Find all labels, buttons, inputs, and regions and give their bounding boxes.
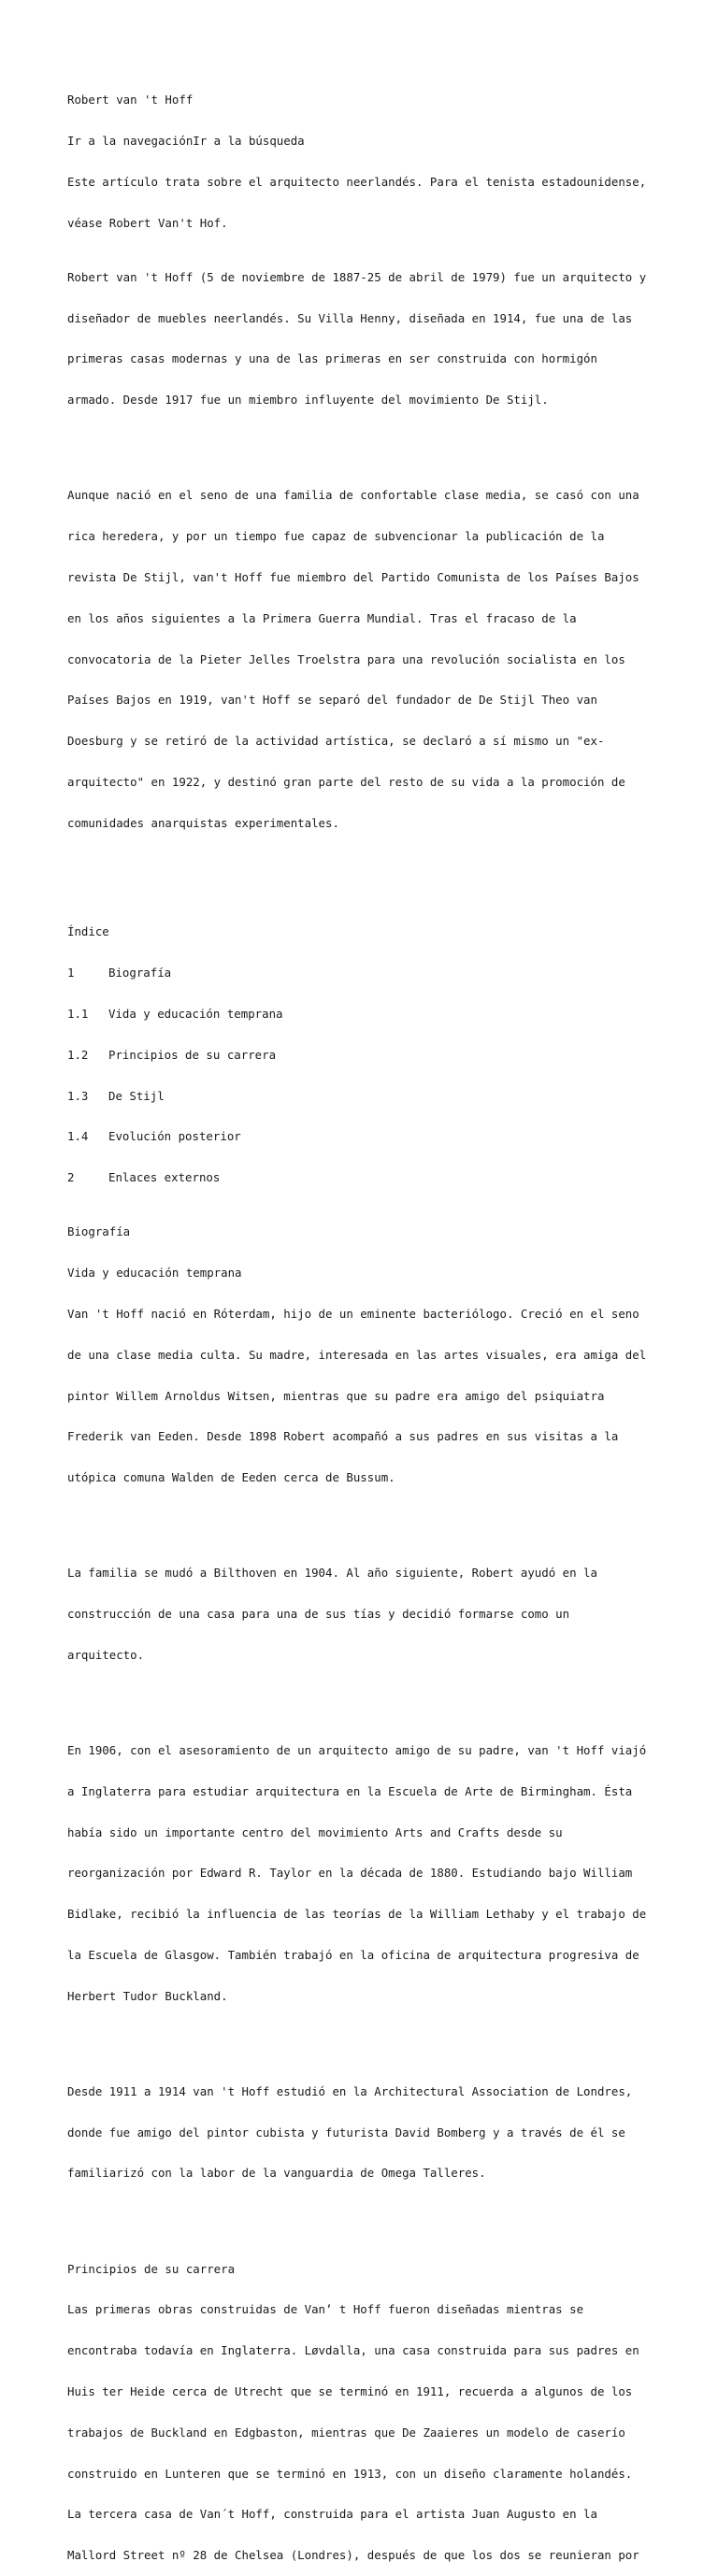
paragraph-line: a Inglaterra para estudiar arquitectura en la Escuela de Arte de Birmingham. Ésta [67, 1783, 633, 1798]
paragraph-line: familiarizó con la labor de la vanguardia de Omega Talleres. [67, 2166, 486, 2181]
paragraph-line: comunidades anarquistas experimentales. [67, 815, 339, 830]
paragraph-line: Herbert Tudor Buckland. [67, 1988, 228, 2003]
toc-number: 1 [67, 966, 75, 980]
paragraph-line: rica heredera, y por un tiempo fue capaz de subvencionar la publicación de la [67, 529, 605, 544]
paragraph-line: Van 't Hoff nació en Róterdam, hijo de un eminente bacteriólogo. Creció en el seno [67, 1307, 639, 1322]
paragraph-line: Frederik van Eeden. Desde 1898 Robert acompañó a sus padres en sus visitas a la [67, 1429, 619, 1444]
section-heading-biografia: Biografía [67, 1224, 131, 1239]
paragraph-line: primeras casas modernas y una de las primeras en ser construida con hormigón [67, 351, 597, 366]
toc-item[interactable] [67, 1090, 666, 1104]
paragraph-line: donde fue amigo del pintor cubista y futurista David Bomberg y a través de él se [67, 2125, 625, 2140]
hatnote-line: véase Robert Van't Hof. [67, 215, 228, 230]
toc-number: 1.4 [67, 1129, 89, 1144]
toc-number: 2 [67, 1170, 75, 1185]
toc-label: Principios de su carrera [108, 1047, 277, 1062]
toc-label: De Stijl [108, 1088, 165, 1103]
toc-number: 1.1 [67, 1006, 89, 1021]
toc-number: 1.3 [67, 1088, 89, 1103]
paragraph-gap [67, 1512, 666, 1526]
toc-heading: Índice [67, 924, 109, 939]
paragraph-gap [67, 2208, 666, 2222]
paragraph-line: revista De Stijl, van't Hoff fue miembro del Partido Comunista de los Países Bajos [67, 569, 639, 584]
toc-label: Evolución posterior [108, 1129, 241, 1144]
toc-label: Vida y educación temprana [108, 1006, 283, 1021]
subsection-heading-career: Principios de su carrera [67, 2261, 236, 2276]
toc-item[interactable] [67, 1171, 666, 1185]
paragraph-line: diseñador de muebles neerlandés. Su Villa Henny, diseñada en 1914, fue una de las [67, 310, 633, 325]
paragraph-line: trabajos de Buckland en Edgbaston, mientras que De Zaaieres un modelo de caserío [67, 2425, 625, 2440]
article-title: Robert van 't Hoff [67, 93, 194, 107]
paragraph-line: Las primeras obras construidas de Van’ t Hoff fueron diseñadas mientras se [67, 2302, 584, 2317]
paragraph-line: convocatoria de la Pieter Jelles Troelstra para una revolución socialista en los [67, 651, 625, 666]
paragraph-line: Doesburg y se retiró de la actividad artística, se declaró a sí mismo un "ex- [67, 734, 605, 749]
paragraph-line: reorganización por Edward R. Taylor en la década de 1880. Estudiando bajo William [67, 1866, 633, 1881]
paragraph-line: Desde 1911 a 1914 van 't Hoff estudió en la Architectural Association de Londres, [67, 2083, 633, 2098]
paragraph-line: construido en Lunteren que se terminó en 1913, con un diseño claramente holandés. [67, 2466, 633, 2481]
paragraph-line: en los años siguientes a la Primera Guerra Mundial. Tras el fracaso de la [67, 610, 577, 625]
paragraph-line: de una clase media culta. Su madre, interesada en las artes visuales, era amiga del [67, 1347, 647, 1362]
paragraph-line: Aunque nació en el seno de una familia de confortable clase media, se casó con una [67, 488, 639, 503]
paragraph-line: Mallord Street nº 28 de Chelsea (Londres), después de que los dos se reunieran por [67, 2548, 639, 2563]
paragraph-line: Bidlake, recibió la influencia de las teorías de la William Lethaby y el trabajo de [67, 1907, 647, 1922]
paragraph-line: Robert van 't Hoff (5 de noviembre de 1887-25 de abril de 1979) fue un arquitecto y [67, 269, 647, 284]
paragraph-line: construcción de una casa para una de sus tías y decidió formarse como un [67, 1607, 570, 1622]
section-gap [67, 857, 666, 884]
paragraph-line: encontraba todavía en Inglaterra. Løvdalla, una casa construida para sus padres en [67, 2343, 639, 2358]
toc-label: Biografía [108, 966, 172, 980]
toc-item[interactable] [67, 1008, 666, 1022]
subsection-heading-early-life: Vida y educación temprana [67, 1266, 242, 1281]
paragraph-line: armado. Desde 1917 fue un miembro influyente del movimiento De Stijl. [67, 393, 549, 408]
paragraph-line: La familia se mudó a Bilthoven en 1904. Al año siguiente, Robert ayudó en la [67, 1566, 597, 1581]
navigation-skip-links[interactable]: Ir a la navegaciónIr a la búsqueda [67, 133, 305, 148]
paragraph-line: La tercera casa de Van´t Hoff, construida para el artista Juan Augusto en la [67, 2507, 597, 2522]
toc-label: Enlaces externos [108, 1170, 221, 1185]
paragraph-line: pintor Willem Arnoldus Witsen, mientras que su padre era amigo del psiquiatra [67, 1388, 605, 1403]
toc-number: 1.2 [67, 1047, 89, 1062]
toc-item[interactable] [67, 1049, 666, 1063]
paragraph-line: Huis ter Heide cerca de Utrecht que se terminó en 1911, recuerda a algunos de los [67, 2383, 633, 2398]
paragraph-gap [67, 1690, 666, 1704]
paragraph-line: utópica comuna Walden de Eeden cerca de Bussum. [67, 1470, 395, 1485]
paragraph-line: arquitecto" en 1922, y destinó gran parte del resto de su vida a la promoción de [67, 774, 625, 789]
paragraph-line: había sido un importante centro del movimiento Arts and Crafts desde su [67, 1825, 563, 1839]
paragraph-line: arquitecto. [67, 1647, 145, 1662]
paragraph-gap [67, 435, 666, 449]
toc-item[interactable] [67, 966, 666, 980]
paragraph-line: Países Bajos en 1919, van't Hoff se separó del fundador de De Stijl Theo van [67, 693, 597, 708]
document-page [67, 66, 666, 2576]
hatnote-line: Este artículo trata sobre el arquitecto neerlandés. Para el tenista estadounidense, [67, 174, 647, 189]
paragraph-line: la Escuela de Glasgow. También trabajó en la oficina de arquitectura progresiva de [67, 1947, 639, 1962]
toc-item[interactable] [67, 1130, 666, 1144]
paragraph-line: En 1906, con el asesoramiento de un arquitecto amigo de su padre, van 't Hoff viajó [67, 1743, 647, 1758]
paragraph-gap [67, 2031, 666, 2045]
